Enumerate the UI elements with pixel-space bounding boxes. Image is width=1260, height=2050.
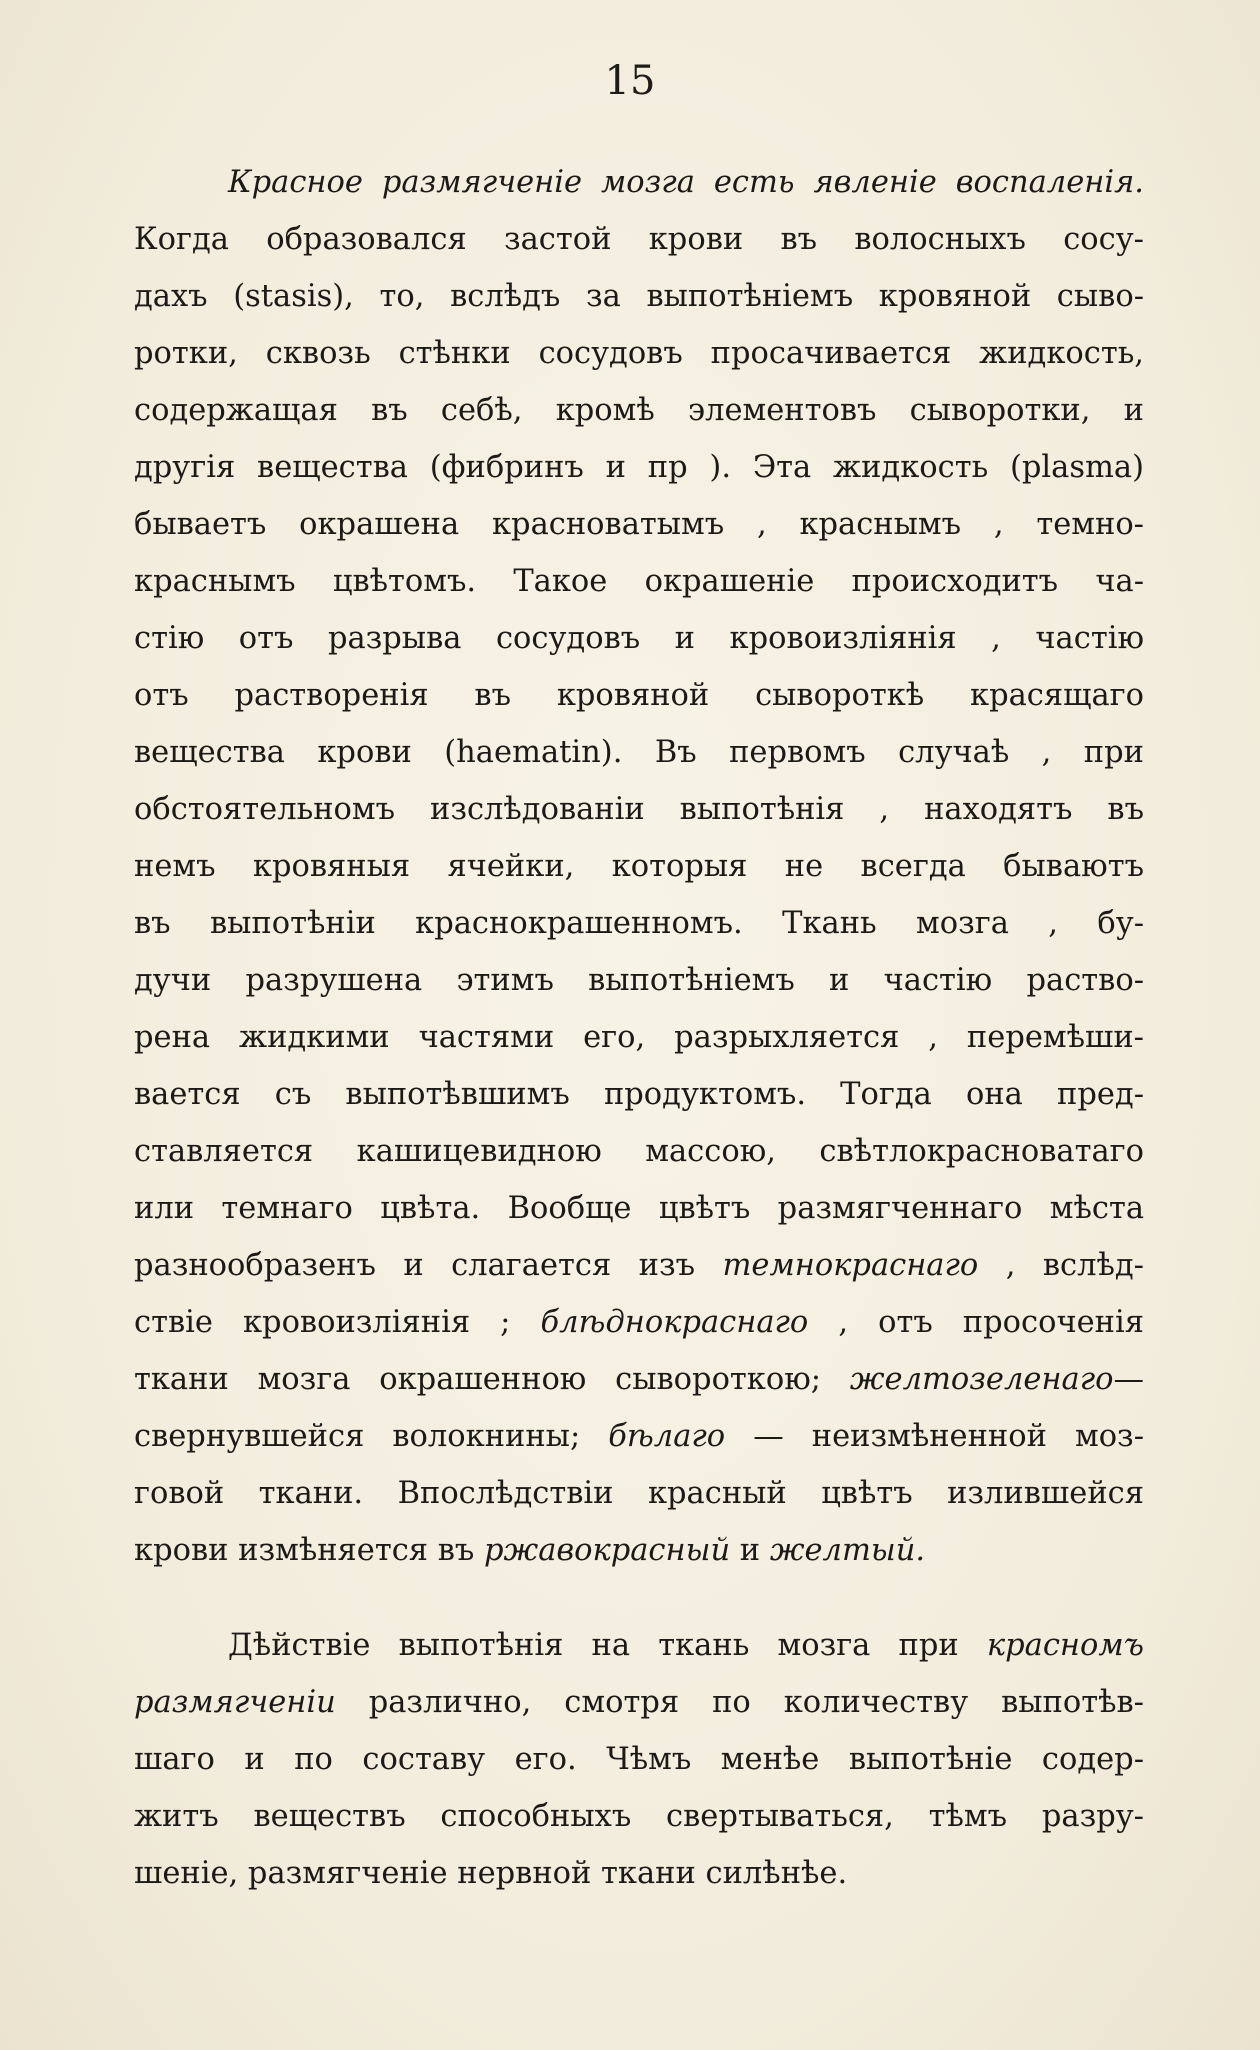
emphasis-text: желтый. bbox=[769, 1533, 926, 1568]
text-line: другія вещества (фибринъ и пр ). Эта жидкость (plasma) bbox=[134, 450, 1144, 485]
text-line: шаго и по составу его. Чѣмъ менѣе выпотѣніе содер- bbox=[134, 1742, 1144, 1777]
text-line: стію отъ разрыва сосудовъ и кровоизліянія , частію bbox=[134, 621, 1144, 656]
text-line: содержащая въ себѣ, кромѣ элементовъ сыворотки, и bbox=[134, 393, 1144, 428]
text-line: обстоятельномъ изслѣдованіи выпотѣнія , находятъ въ bbox=[134, 792, 1144, 827]
text-line: вается съ выпотѣвшимъ продуктомъ. Тогда она пред- bbox=[134, 1077, 1144, 1112]
text-run: различно, смотря по количеству выпотѣв- bbox=[335, 1685, 1144, 1720]
text-run: — bbox=[1113, 1362, 1144, 1397]
text-line: или темнаго цвѣта. Вообще цвѣтъ размягченнаго мѣста bbox=[134, 1191, 1144, 1226]
text-run: разнообразенъ и слагается изъ bbox=[134, 1248, 723, 1283]
text-line: дучи разрушена этимъ выпотѣніемъ и частію раство- bbox=[134, 963, 1144, 998]
text-line bbox=[134, 1237, 1144, 1294]
text-run: , отъ просоченія bbox=[808, 1305, 1145, 1340]
text-line: ставляется кашицевидною массою, свѣтлокрасноватаго bbox=[134, 1134, 1144, 1169]
text-line bbox=[134, 1617, 1144, 1674]
emphasis-text: темнокраснаго bbox=[722, 1248, 979, 1283]
page-number: 15 bbox=[604, 58, 656, 104]
text-run: свернувшейся волокнины; bbox=[134, 1419, 609, 1454]
text-line: отъ растворенія въ кровяной сывороткѣ красящаго bbox=[134, 678, 1144, 713]
text-run: — неизмѣненной моз- bbox=[725, 1419, 1144, 1454]
text-run: крови измѣняется въ bbox=[134, 1533, 485, 1568]
text-line: дахъ (stasis), то, вслѣдъ за выпотѣніемъ кровяной сыво- bbox=[134, 279, 1144, 314]
text-line: говой ткани. Впослѣдствіи красный цвѣтъ излившейся bbox=[134, 1476, 1144, 1511]
text-line bbox=[134, 1351, 1144, 1408]
paragraph-heading-line: Красное размягченіе мозга есть явленіе воспаленія. bbox=[228, 165, 1144, 200]
text-run: и bbox=[730, 1533, 770, 1568]
emphasis-text: размягченіи bbox=[134, 1685, 336, 1720]
emphasis-text: желтозеленаго bbox=[849, 1362, 1114, 1397]
text-line bbox=[134, 1522, 1144, 1579]
emphasis-text: бѣлаго bbox=[608, 1419, 726, 1454]
text-line: житъ веществъ способныхъ свертываться, тѣмъ разру- bbox=[134, 1799, 1144, 1834]
text-run: ткани мозга окрашенною сывороткою; bbox=[134, 1362, 850, 1397]
paragraph-exudate-action bbox=[134, 1617, 1144, 1902]
text-line: Когда образовался застой крови въ волосныхъ сосу- bbox=[134, 222, 1144, 257]
emphasis-text: блѣднокраснаго bbox=[540, 1305, 809, 1340]
text-line: краснымъ цвѣтомъ. Такое окрашеніе происходитъ ча- bbox=[134, 564, 1144, 599]
text-line: немъ кровяныя ячейки, которыя не всегда бываютъ bbox=[134, 849, 1144, 884]
paragraph-red-softening bbox=[134, 154, 1144, 1579]
text-line bbox=[134, 1294, 1144, 1351]
text-run: Дѣйствіе выпотѣнія на ткань мозга при bbox=[228, 1628, 987, 1663]
emphasis-text: красномъ bbox=[986, 1628, 1144, 1663]
text-run: , вслѣд- bbox=[978, 1248, 1144, 1283]
text-line: вещества крови (haematin). Въ первомъ случаѣ , при bbox=[134, 735, 1144, 770]
text-line: бываетъ окрашена красноватымъ , краснымъ , темно- bbox=[134, 507, 1144, 542]
text-line: шеніе, размягченіе нервной ткани силѣнѣе. bbox=[134, 1856, 848, 1891]
text-run: ствіе кровоизліянія ; bbox=[134, 1305, 541, 1340]
text-line bbox=[134, 1408, 1144, 1465]
text-line: рена жидкими частями его, разрыхляется , перемѣши- bbox=[134, 1020, 1144, 1055]
emphasis-text: ржавокрасный bbox=[484, 1533, 731, 1568]
text-line: въ выпотѣніи краснокрашенномъ. Ткань мозга , бу- bbox=[134, 906, 1144, 941]
text-line: ротки, сквозь стѣнки сосудовъ просачивается жидкость, bbox=[134, 336, 1144, 371]
text-line bbox=[134, 1674, 1144, 1731]
